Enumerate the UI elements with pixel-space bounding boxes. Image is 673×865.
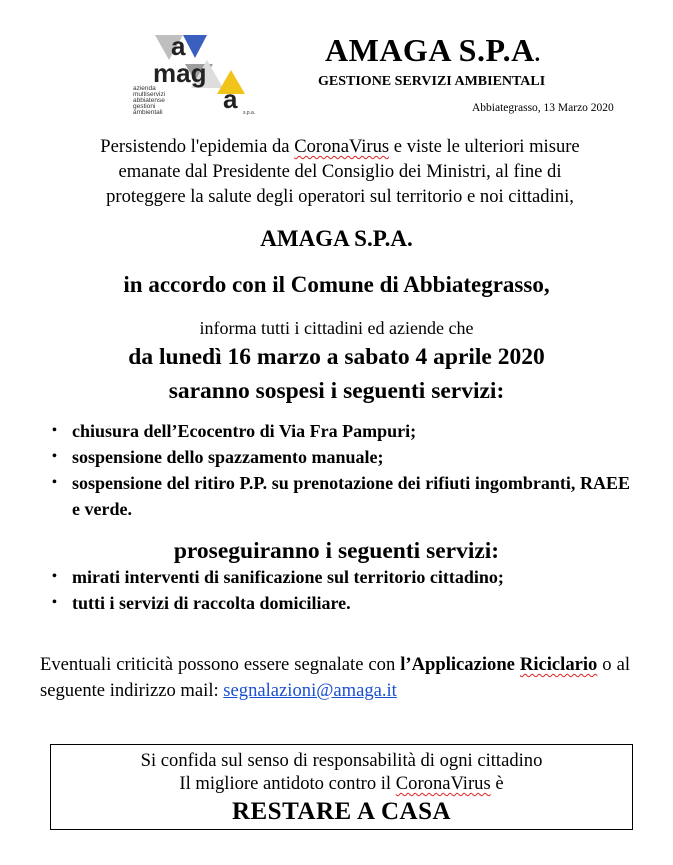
inform-line: informa tutti i cittadini ed aziende che [199, 318, 474, 338]
list-item-text: sospensione dello spazzamento manuale; [72, 447, 384, 467]
logo-tagline-2: multiservizi [133, 91, 166, 98]
logo-tagline-4: gestioni [133, 103, 156, 110]
box-line1: Si confida sul senso di responsabilità di ogni cittadino [140, 750, 543, 771]
intro-line2: emanate dal Presidente del Consiglio dei Ministri, al fine di [118, 161, 562, 182]
list-item [48, 590, 630, 616]
email-link[interactable]: segnalazioni@amaga.it [223, 680, 397, 701]
closing-paragraph [40, 652, 630, 704]
stay-home-box [50, 744, 633, 830]
closing-text-1: Eventuali criticità possono essere segnalate con [40, 654, 401, 675]
intro-line1-after: e viste le ulteriori misure [389, 136, 580, 157]
box-line2-after: è [490, 773, 504, 794]
bullet-icon: • [52, 475, 57, 490]
company-name [325, 32, 541, 69]
closing-text-2: o al seguente indirizzo mail: [40, 654, 630, 701]
continuing-heading: proseguiranno i seguenti servizi: [173, 538, 500, 564]
logo-letters-mag: mag [153, 58, 207, 88]
intro-line3: proteggere la salute degli operatori sul territorio e noi cittadini, [106, 186, 574, 207]
heading-company: AMAGA S.P.A. [260, 226, 413, 251]
closing-app-name: Riciclario [519, 654, 598, 675]
suspended-heading: saranno sospesi i seguenti servizi: [168, 378, 505, 404]
list-item-text: tutti i servizi di raccolta domiciliare. [72, 593, 351, 613]
dates-heading: da lunedì 16 marzo a sabato 4 aprile 2020 [128, 344, 545, 370]
dateline: Abbiategrasso, 13 Marzo 2020 [472, 102, 614, 114]
logo-tagline-1: azienda [133, 85, 156, 92]
logo-suffix: s.p.a. [243, 110, 256, 115]
heading-agreement: in accordo con il Comune di Abbiategrasso, [123, 272, 550, 297]
suspended-services-list [48, 418, 630, 522]
logo-tagline-5: ambientali [133, 109, 163, 115]
list-item-text: chiusura dell’Ecocentro di Via Fra Pampuri; [72, 421, 417, 441]
intro-coronavirus: CoronaVirus [294, 136, 390, 157]
box-line2 [51, 773, 632, 795]
logo-triangle-blue [183, 35, 207, 58]
bullet-icon: • [52, 423, 57, 438]
closing-app-part1: l’Applicazione [400, 654, 515, 675]
intro-line1-before: Persistendo l'epidemia da [100, 136, 295, 157]
continuing-services-list [48, 564, 630, 616]
list-item-text: mirati interventi di sanificazione sul territorio cittadino; [72, 567, 504, 587]
list-item [48, 418, 630, 444]
box-line2-before: Il migliore antidoto contro il [179, 773, 396, 794]
company-name-dot: . [534, 41, 541, 66]
logo-letter-a-top: a [171, 31, 186, 61]
company-subtitle: GESTIONE SERVIZI AMBIENTALI [318, 74, 546, 89]
company-name-text: AMAGA S.P.A [325, 32, 535, 68]
bullet-icon: • [52, 595, 57, 610]
box-coronavirus: CoronaVirus [395, 773, 491, 794]
list-item [48, 564, 630, 590]
list-item [48, 470, 630, 522]
bullet-icon: • [52, 449, 57, 464]
logo-letter-a-bottom: a [223, 84, 238, 114]
bullet-icon: • [52, 569, 57, 584]
intro-paragraph [40, 134, 640, 209]
list-item-text: sospensione del ritiro P.P. su prenotazione dei rifiuti ingombranti, RAEE e verde. [72, 473, 630, 519]
amaga-logo [125, 30, 265, 115]
logo-tagline-3: abbiatense [133, 97, 165, 104]
box-restare-a-casa: RESTARE A CASA [231, 798, 452, 825]
list-item [48, 444, 630, 470]
